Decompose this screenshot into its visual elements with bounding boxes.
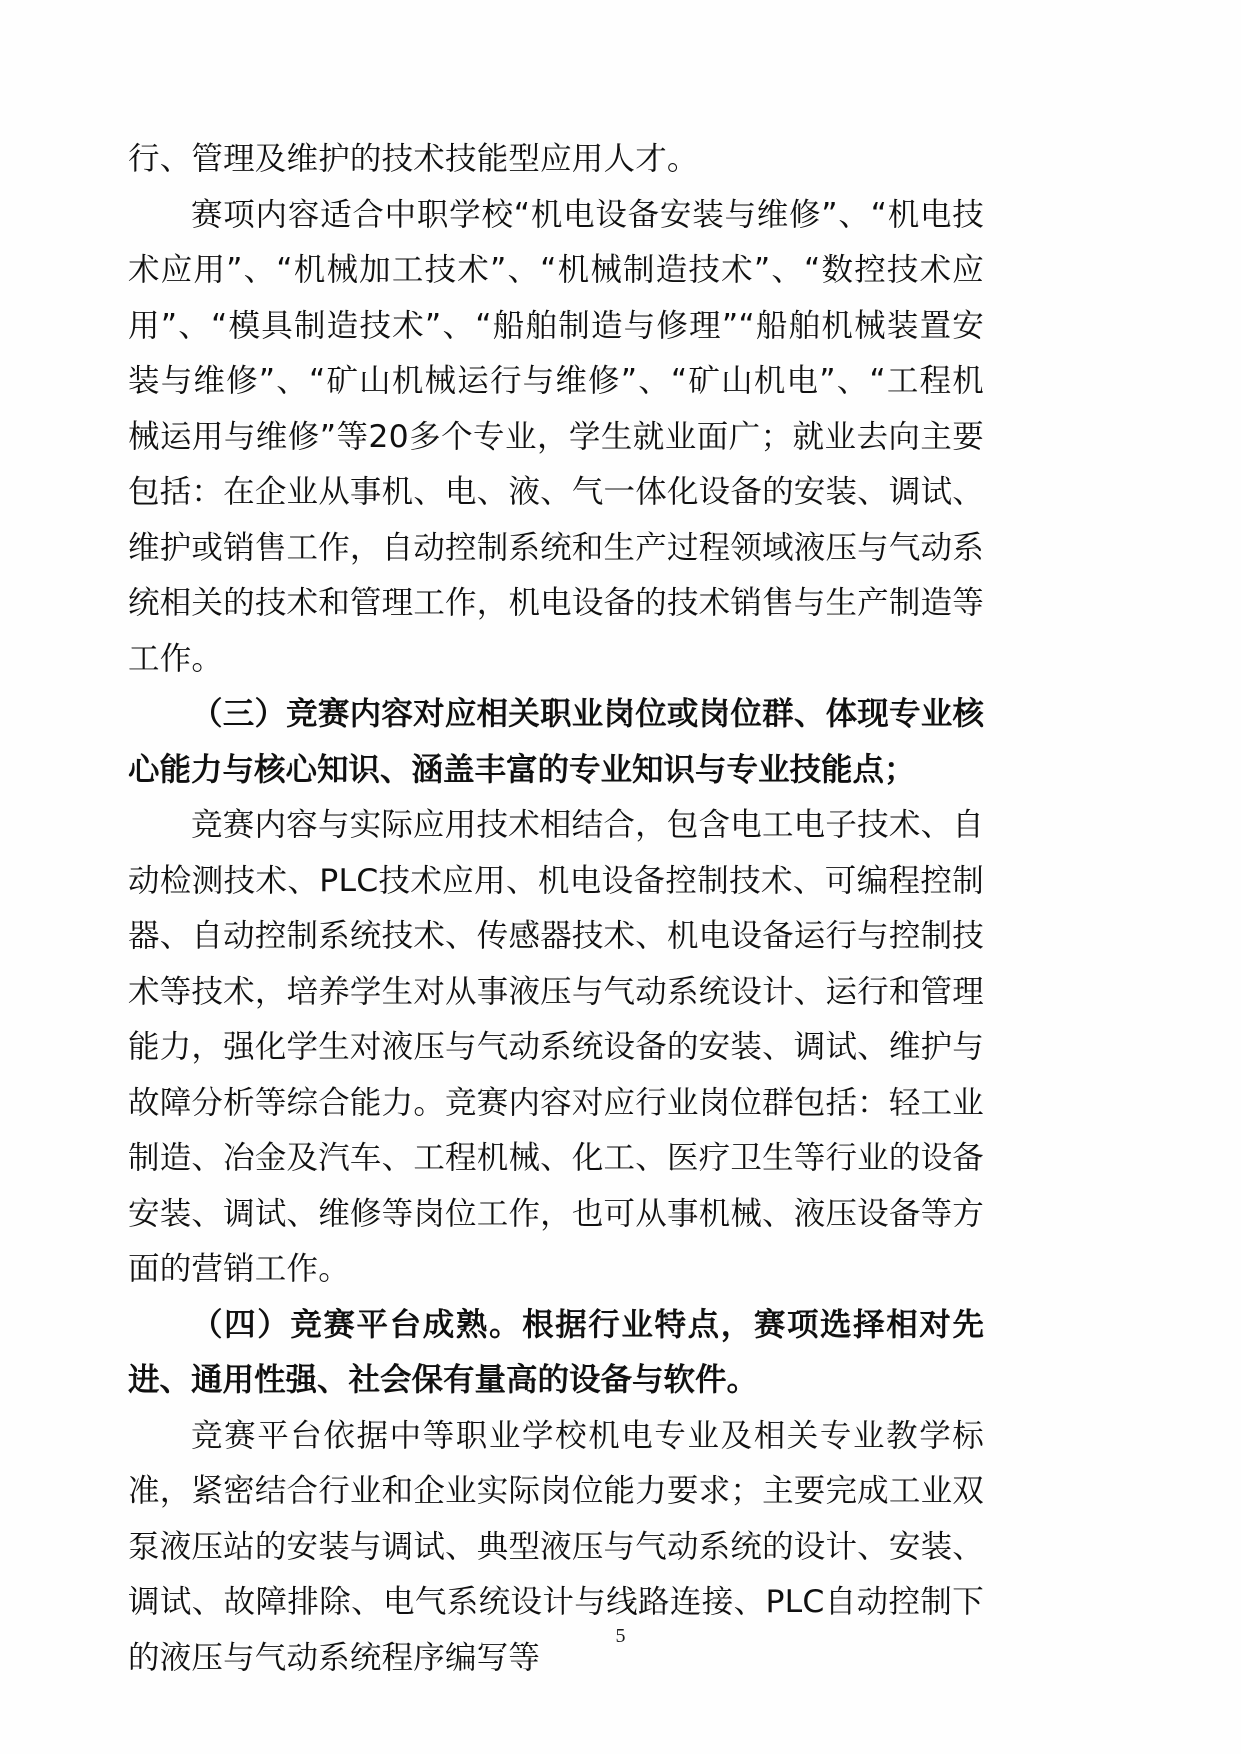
heading-section-four: （四）竞赛平台成熟。根据行业特点，赛项选择相对先进、通用性强、社会保有量高的设备与软件。 xyxy=(128,1306,984,1398)
paragraph-continued-intro: 行、管理及维护的技术技能型应用人才。 xyxy=(128,141,699,177)
paragraph-section-three-body: 竞赛内容与实际应用技术相结合，包含电工电子技术、自动检测技术、PLC技术应用、机电设备控制技术、可编程控制器、自动控制系统技术、传感器技术、机电设备运行与控制技术等技术，培养学生对从事液压与气动系统设计、运行和管理能力，强化学生对液压与气动系统设备的安装、调试、维护与故障分析等综合能力。竞赛内容对应行业岗位群包括：轻工业制造、冶金及汽车、工程机械、化工、医疗卫生等行业的设备安装、调试、维修等岗位工作，也可从事机械、液压设备等方面的营销工作。 xyxy=(128,807,984,1287)
paragraph-section-four-body: 竞赛平台依据中等职业学校机电专业及相关专业教学标准，紧密结合行业和企业实际岗位能力要求；主要完成工业双泵液压站的安装与调试、典型液压与气动系统的设计、安装、调试、故障排除、电气系统设计与线路连接、PLC自动控制下的液压与气动系统程序编写等 xyxy=(128,1417,984,1676)
page-number: 5 xyxy=(615,1625,626,1647)
paragraph-majors-scope: 赛项内容适合中职学校“机电设备安装与维修”、“机电技术应用”、“机械加工技术”、“机械制造技术”、“数控技术应用”、“模具制造技术”、“船舶制造与修理”“船舶机械装置安装与维修”、“矿山机械运行与维修”、“矿山机电”、“工程机械运用与维修”等20多个专业，学生就业面广；就业去向主要包括：在企业从事机、电、液、气一体化设备的安装、调试、维护或销售工作，自动控制系统和生产过程领域液压与气动系统相关的技术和管理工作，机电设备的技术销售与生产制造等工作。 xyxy=(128,196,984,677)
page-text-body xyxy=(128,132,984,1686)
heading-section-three: （三）竞赛内容对应相关职业岗位或岗位群、体现专业核心能力与核心知识、涵盖丰富的专业知识与专业技能点； xyxy=(128,696,984,788)
